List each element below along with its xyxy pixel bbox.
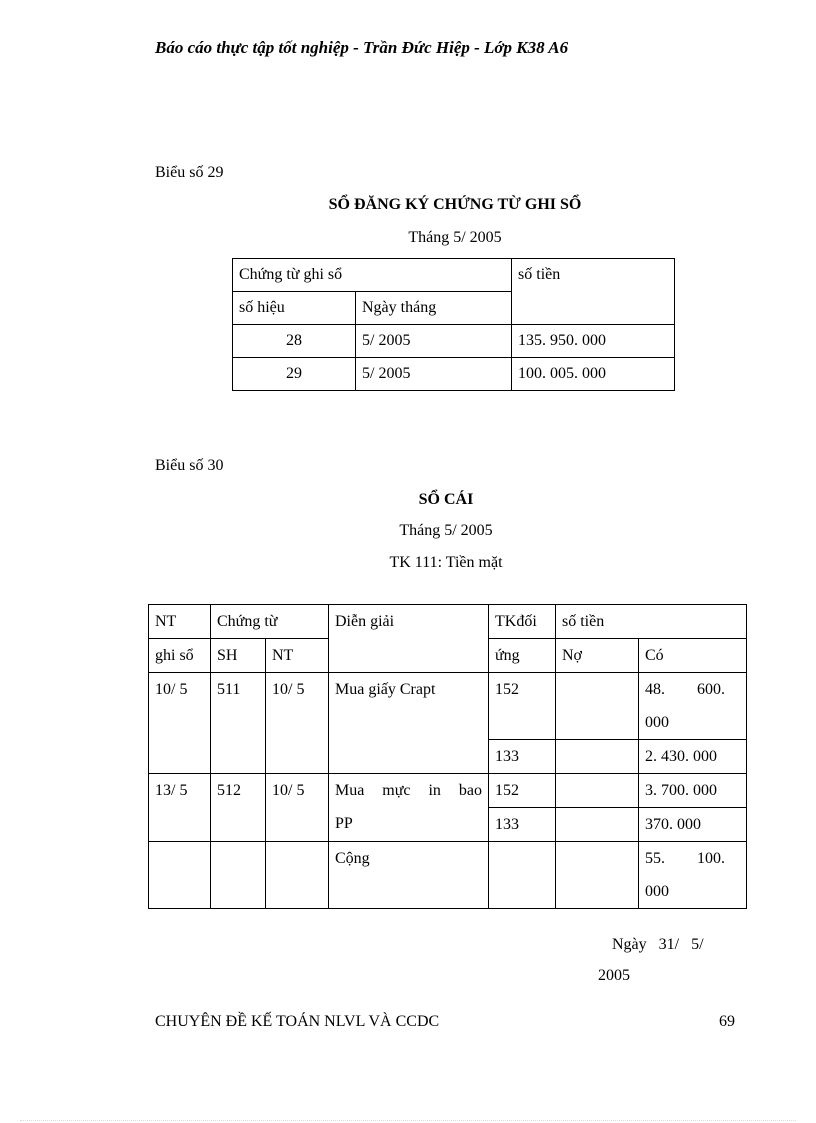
table-cell — [556, 774, 639, 808]
page-header: Báo cáo thực tập tốt nghiệp - Trần Đức Hiệp - Lớp K38 A6 — [155, 38, 569, 57]
table-cell — [556, 673, 639, 740]
table-row — [149, 673, 747, 740]
table-cell — [556, 842, 639, 909]
table-cell: 152 — [489, 774, 556, 808]
header-cell: số tiền — [556, 605, 747, 639]
signoff-date: Ngày 31/ 5/ — [612, 936, 704, 953]
table-cell: 13/ 5 — [149, 774, 211, 842]
form-30-account: TK 111: Tiền mặt — [389, 554, 503, 571]
amount-line: 48. 600. — [645, 681, 725, 698]
header-cell: Chứng từ — [211, 605, 329, 639]
header-cell: NT — [266, 639, 329, 673]
form-30-label: Biểu số 30 — [155, 457, 224, 474]
table-cell — [556, 740, 639, 774]
page-footer: CHUYÊN ĐỀ KẾ TOÁN NLVL VÀ CCDC — [155, 1013, 440, 1030]
table-cell — [639, 673, 747, 740]
table-cell — [639, 842, 747, 909]
table-cell: 512 — [211, 774, 266, 842]
table-cell: 29 — [233, 358, 356, 391]
table-cell: 10/ 5 — [266, 673, 329, 774]
table-row — [149, 774, 747, 808]
total-row — [149, 842, 747, 909]
table-cell: 370. 000 — [639, 808, 747, 842]
header-cell: Diễn giải — [329, 605, 489, 673]
table-cell — [211, 842, 266, 909]
description-line: PP — [335, 815, 353, 832]
signoff-year: 2005 — [598, 967, 630, 984]
table-header-row — [233, 259, 675, 292]
table-cell — [266, 842, 329, 909]
form-29-title: SỔ ĐĂNG KÝ CHỨNG TỪ GHI SỔ — [328, 196, 582, 213]
table-cell — [329, 774, 489, 842]
header-cell: Chứng từ ghi sổ — [233, 259, 512, 292]
table-cell — [149, 842, 211, 909]
table-cell: 28 — [233, 325, 356, 358]
description-line: Mua mực in bao — [335, 782, 482, 799]
page-divider — [20, 1120, 796, 1121]
table-cell: 511 — [211, 673, 266, 774]
table-cell: 100. 005. 000 — [512, 358, 675, 391]
table-row — [233, 358, 675, 391]
page-number: 69 — [719, 1013, 735, 1030]
table-cell: 10/ 5 — [149, 673, 211, 774]
form-29-label: Biểu số 29 — [155, 164, 224, 181]
table-header-row — [149, 605, 747, 639]
header-cell: ghi sổ — [149, 639, 211, 673]
header-cell: ứng — [489, 639, 556, 673]
form-30-title: SỔ CÁI — [418, 491, 474, 508]
table-cell: 3. 700. 000 — [639, 774, 747, 808]
table-cell: Mua giấy Crapt — [329, 673, 489, 774]
table-cell: 5/ 2005 — [356, 325, 512, 358]
table-cell: 133 — [489, 808, 556, 842]
header-cell: NT — [149, 605, 211, 639]
header-cell: SH — [211, 639, 266, 673]
amount-line: 55. 100. — [645, 850, 725, 867]
header-cell: Ngày tháng — [356, 292, 512, 325]
table-cell: Cộng — [329, 842, 489, 909]
header-cell: số hiệu — [233, 292, 356, 325]
table-row — [233, 325, 675, 358]
form-29-period: Tháng 5/ 2005 — [408, 229, 502, 246]
table-cell: 152 — [489, 673, 556, 740]
table-cell — [556, 808, 639, 842]
table-cell — [489, 842, 556, 909]
header-cell: Nợ — [556, 639, 639, 673]
form-30-period: Tháng 5/ 2005 — [399, 522, 493, 539]
header-cell: TKđối — [489, 605, 556, 639]
table-cell: 10/ 5 — [266, 774, 329, 842]
ledger-table — [148, 604, 747, 909]
voucher-register-table — [232, 258, 675, 391]
amount-line: 000 — [645, 714, 669, 731]
table-cell: 135. 950. 000 — [512, 325, 675, 358]
header-cell: Có — [639, 639, 747, 673]
amount-line: 000 — [645, 883, 669, 900]
header-cell: số tiền — [512, 259, 675, 325]
table-cell: 5/ 2005 — [356, 358, 512, 391]
table-cell: 2. 430. 000 — [639, 740, 747, 774]
table-cell: 133 — [489, 740, 556, 774]
